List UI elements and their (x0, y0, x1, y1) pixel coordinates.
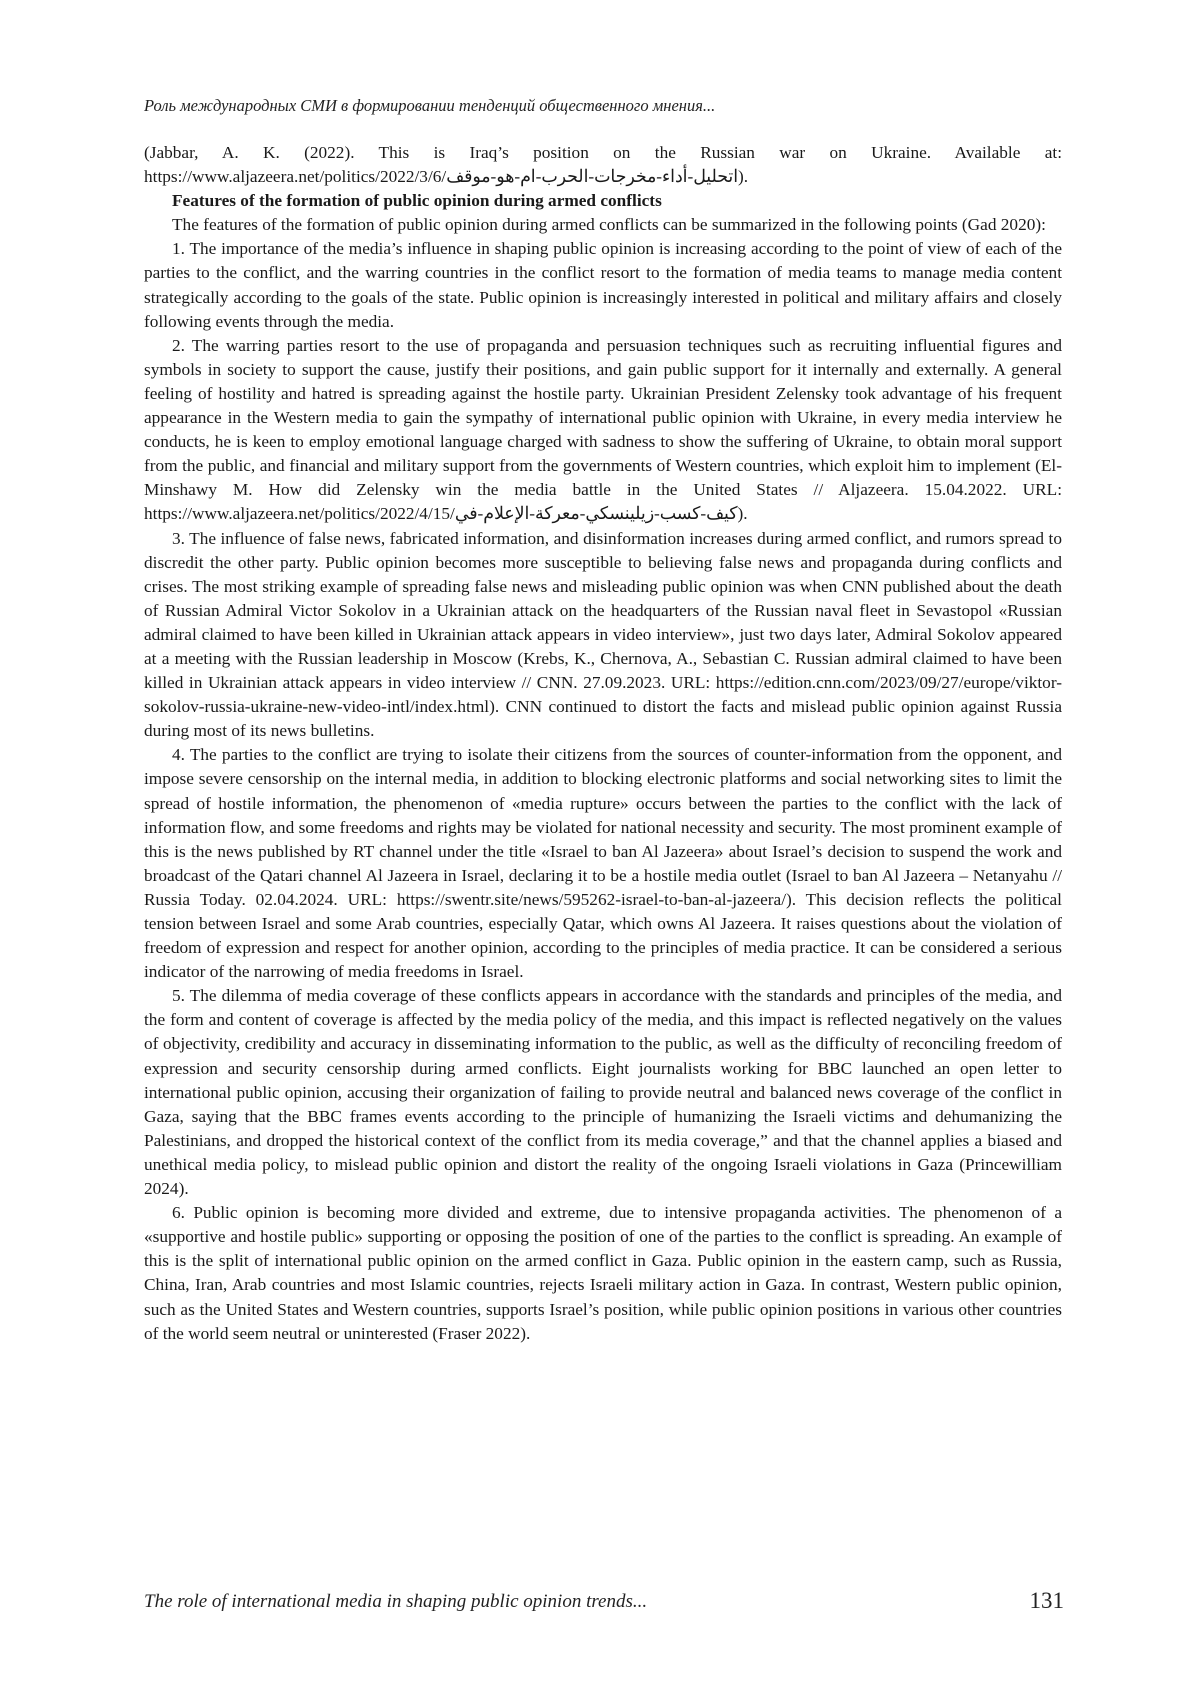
list-item-3: 3. The influence of false news, fabricated information, and disinformation increases during armed conflict, and rumors spread to discredit the other party. Public opinion becomes more susceptible to believing false news and propaganda during conflicts and crises. The most striking example of spreading false news and misleading public opinion was when CNN published about the death of Russian Admiral Victor Sokolov in a Ukrainian attack on the headquarters of the Russian naval fleet in Sevastopol «Russian admiral claimed to have been killed in Ukrainian attack appears in video interview», just two days later, Admiral Sokolov appeared at a meeting with the Russian leadership in Moscow (Krebs, K., Chernova, A., Sebastian C. Russian admiral claimed to have been killed in Ukrainian attack appears in video interview // CNN. 27.09.2023. URL: https://edition.cnn.com/2023/09/27/europe/viktor-sokolov-russia-ukraine-new-video-intl/index.html). CNN continued to distort the facts and mislead public opinion against Russia during most of its news bulletins. (144, 528, 1062, 741)
running-header: Роль международных СМИ в формировании тенденций общественного мнения... (144, 96, 716, 115)
running-footer: The role of international media in shaping public opinion trends... (144, 1591, 648, 1612)
reference-paragraph: (Jabbar, A. K. (2022). This is Iraq’s position on the Russian war on Ukraine. Available at: https://www.aljazeera.net/politics/2022/3/6/اتحليل-أداء-مخرجات-الحرب-ام-هو-موقف). (144, 143, 1062, 187)
list-item-4: 4. The parties to the conflict are trying to isolate their citizens from the sources of counter-information from the opponent, and impose severe censorship on the internal media, in addition to blocking electronic platforms and social networking sites to limit the spread of hostile information, the phenomenon of «media rupture» occurs between the parties to the conflict with the lack of information flow, and some freedoms and rights may be violated for national necessity and security. The most prominent example of this is the news published by RT channel under the title «Israel to ban Al Jazeera» about Israel’s decision to suspend the work and broadcast of the Qatari channel Al Jazeera in Israel, declaring it to be a hostile media outlet (Israel to ban Al Jazeera – Netanyahu // Russia Today. 02.04.2024. URL: https://swentr.site/news/595262-israel-to-ban-al-jazeera/). This decision reflects the political tension between Israel and some Arab countries, especially Qatar, which owns Al Jazeera. It raises questions about the violation of freedom of expression and respect for another opinion, according to the principles of media practice. It can be considered a serious indicator of the narrowing of media freedoms in Israel. (144, 745, 1062, 982)
list-item-1: 1. The importance of the media’s influence in shaping public opinion is increasing according to the point of view of each of the parties to the conflict, and the warring countries in the conflict resort to the formation of media teams to manage media content strategically according to the goals of the state. Public opinion is increasingly interested in political and military affairs and closely following events through the media. (144, 239, 1062, 331)
list-item-6: 6. Public opinion is becoming more divided and extreme, due to intensive propaganda activities. The phenomenon of a «supportive and hostile public» supporting or opposing the position of one of the parties to the conflict is spreading. An example of this is the split of international public opinion on the armed conflict in Gaza. Public opinion in the eastern camp, such as Russia, China, Iran, Arab countries and most Islamic countries, rejects Israeli military action in Gaza. In contrast, Western public opinion, such as the United States and Western countries, supports Israel’s position, while public opinion positions in various other countries of the world seem neutral or uninterested (Fraser 2022). (144, 1203, 1062, 1343)
intro-paragraph: The features of the formation of public opinion during armed conflicts can be summarized in the following points (Gad 2020): (172, 215, 1046, 235)
page-number: 131 (1029, 1588, 1064, 1613)
list-item-5: 5. The dilemma of media coverage of these conflicts appears in accordance with the standards and principles of the media, and the form and content of coverage is affected by the media policy of the media, and this impact is reflected negatively on the values of objectivity, credibility and accuracy in disseminating information to the public, as well as the difficulty of reconciling freedom of expression and security censorship during armed conflicts. Eight journalists working for BBC launched an open letter to international public opinion, accusing their organization of failing to provide neutral and balanced news coverage of the conflict in Gaza, saying that the BBC frames events according to the principle of humanizing the Israeli victims and dehumanizing the Palestinians, and dropped the historical context of the conflict from its media coverage,” and that the channel applies a biased and unethical media policy, to mislead public opinion and distort the reality of the ongoing Israeli violations in Gaza (Princewilliam 2024). (144, 986, 1062, 1199)
list-item-2: 2. The warring parties resort to the use of propaganda and persuasion techniques such as recruiting influential figures and symbols in society to support the cause, justify their positions, and gain public support for it internally and externally. A general feeling of hostility and hatred is spreading against the hostile party. Ukrainian President Zelensky took advantage of his frequent appearance in the Western media to gain the sympathy of international public opinion with Ukraine, in every media interview he conducts, he is keen to employ emotional language charged with sadness to show the suffering of Ukraine, to obtain moral support from the public, and financial and military support from the governments of Western countries, which exploit him to implement (El-Minshawy M. How did Zelensky win the media battle in the United States // Aljazeera. 15.04.2022. URL: https://www.aljazeera.net/politics/2022/4/15/كيف-كسب-زيلينسكي-معركة-الإعلام-في). (144, 335, 1062, 524)
article-body (144, 141, 1062, 1346)
section-heading: Features of the formation of public opinion during armed conflicts (172, 191, 662, 211)
